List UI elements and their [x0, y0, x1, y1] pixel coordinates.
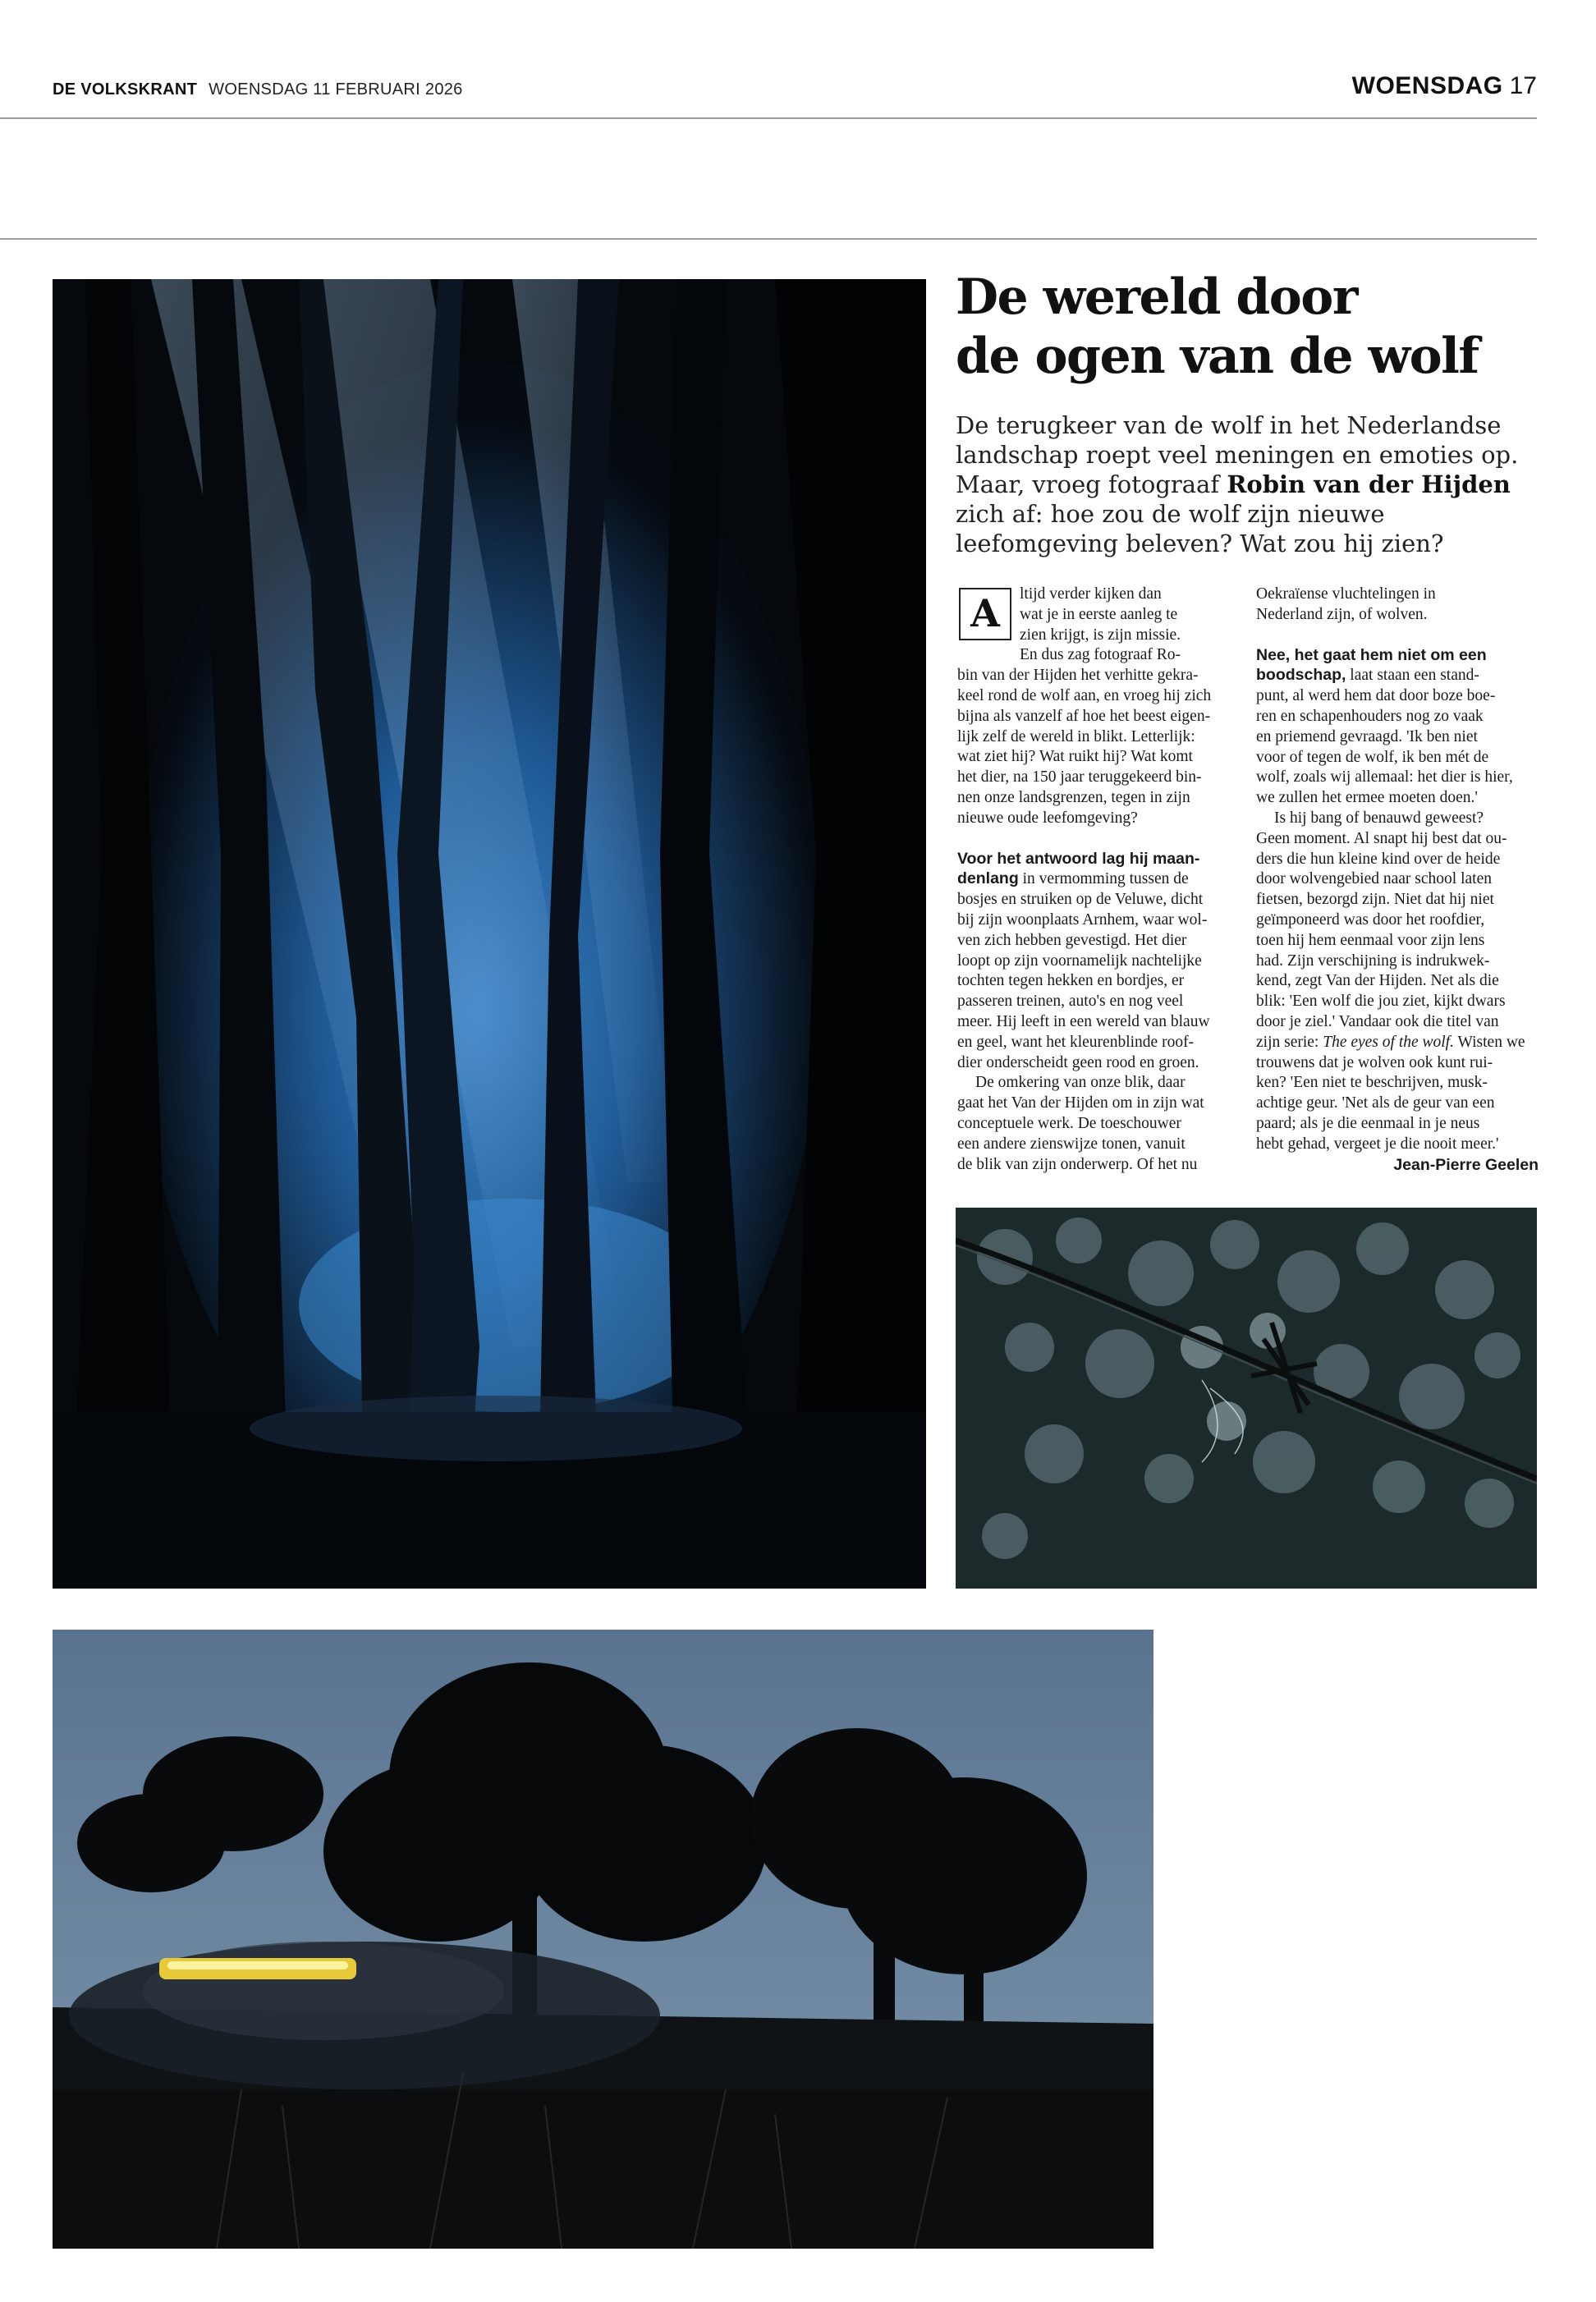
- barbed-wire-photo: [956, 1208, 1537, 1589]
- body-line: blik: 'Een wolf die jou ziet, kijkt dwars: [1256, 993, 1506, 1011]
- body-text: Wisten we: [1453, 1033, 1525, 1051]
- body-line: kend, zegt Van der Hijden. Net als die: [1256, 972, 1499, 990]
- page-number: 17: [1509, 72, 1537, 99]
- dropcap: A: [959, 588, 1011, 640]
- body-line: voor of tegen de wolf, ik ben mét de: [1256, 748, 1489, 766]
- body-line: nen onze landsgrenzen, tegen in zijn: [957, 788, 1190, 806]
- body-line: De omkering van onze blik, daar: [975, 1074, 1186, 1092]
- article-headline: [956, 268, 1547, 386]
- body-line: de blik van zijn onderwerp. Of het nu: [957, 1155, 1198, 1173]
- headline-line: De wereld door: [956, 268, 1357, 326]
- body-column-1: [957, 585, 1240, 1175]
- body-line: punt, al werd hem dat door boze boe-: [1256, 687, 1496, 705]
- body-line: tochten tegen hekken en bordjes, er: [957, 972, 1185, 990]
- body-line: ders die hun kleine kind over de heide: [1256, 850, 1501, 868]
- paragraph-gap: [1256, 626, 1539, 645]
- lead-in: denlang: [957, 869, 1019, 888]
- body-column-2: [1256, 585, 1539, 1175]
- body-line: wat je in eerste aanleg te: [1020, 605, 1178, 623]
- body-line: En dus zag fotograaf Ro-: [1020, 646, 1181, 664]
- forest-photo: [53, 279, 926, 1589]
- body-line: fietsen, bezorgd zijn. Niet dat hij niet: [1256, 891, 1494, 909]
- intro-line: landschap roept veel meningen en emoties op.: [956, 441, 1519, 469]
- body-line: dier onderscheidt geen rood en groen.: [957, 1053, 1199, 1071]
- header-rule: [0, 117, 1537, 119]
- intro-line: leefomgeving beleven? Wat zou hij zien?: [956, 530, 1444, 557]
- body-line: ltijd verder kijken dan: [1020, 585, 1162, 603]
- intro-line: De terugkeer van de wolf in het Nederlandse: [956, 411, 1502, 439]
- body-line: Is hij bang of benauwd geweest?: [1274, 809, 1484, 827]
- lead-in: boodschap,: [1256, 666, 1346, 685]
- body-line: wat ziet hij? Wat ruikt hij? Wat komt: [957, 748, 1193, 766]
- body-line: gaat het Van der Hijden om in zijn wat: [957, 1094, 1204, 1112]
- body-line: bij zijn woonplaats Arnhem, waar wol-: [957, 910, 1208, 929]
- headline-line: de ogen van de wolf: [956, 328, 1479, 385]
- body-line: Nederland zijn, of wolven.: [1256, 605, 1428, 623]
- body-text: in vermomming tussen de: [1018, 870, 1189, 888]
- paragraph-gap: [957, 829, 1240, 849]
- body-line: keel rond de wolf aan, en vroeg hij zich: [957, 686, 1212, 704]
- body-line: door wolvengebied naar school laten: [1256, 870, 1492, 888]
- body-line: zien krijgt, is zijn missie.: [1020, 626, 1181, 644]
- body-line: en priemend gevraagd. 'Ik ben niet: [1256, 727, 1478, 745]
- photographer-name: Robin van der Hijden: [1227, 470, 1511, 498]
- body-line: wolf, zoals wij allemaal: het dier is hier,: [1256, 768, 1513, 786]
- article-intro: [956, 410, 1547, 558]
- body-line: en geel, want het kleurenblinde roof-: [957, 1033, 1195, 1051]
- body-line: had. Zijn verschijning is indrukwek-: [1256, 952, 1490, 970]
- body-line: achtige geur. 'Net als de geur van een: [1256, 1094, 1495, 1112]
- body-line: loopt op zijn voornamelijk nachtelijke: [957, 952, 1202, 970]
- intro-text: Maar, vroeg fotograaf: [956, 470, 1227, 498]
- body-line: trouwens dat je wolven ook kunt rui-: [1256, 1053, 1493, 1071]
- section-rule: [0, 238, 1537, 240]
- body-line: door je ziel.' Vandaar ook die titel van: [1256, 1012, 1499, 1030]
- body-line: bosjes en struiken op de Veluwe, dicht: [957, 891, 1204, 909]
- body-line: hebt gehad, vergeet je die nooit meer.': [1256, 1135, 1499, 1153]
- body-line: bijna als vanzelf af hoe het beest eigen-: [957, 707, 1211, 725]
- body-line: ren en schapenhouders nog zo vaak: [1256, 707, 1484, 725]
- intro-line: [956, 470, 1547, 499]
- body-line: [1256, 665, 1539, 686]
- body-line: een andere zienswijze tonen, vanuit: [957, 1135, 1186, 1153]
- body-line: [1256, 1033, 1539, 1053]
- issue-date: WOENSDAG 11 FEBRUARI 2026: [209, 80, 463, 99]
- body-line: toen hij hem eenmaal voor zijn lens: [1256, 931, 1485, 949]
- body-line: [957, 869, 1240, 890]
- body-line: conceptuele werk. De toeschouwer: [957, 1114, 1181, 1132]
- dusk-trees-car-photo: [53, 1630, 1153, 2249]
- body-line: ken? 'Een niet te beschrijven, musk-: [1256, 1074, 1488, 1092]
- section-name: WOENSDAG: [1351, 72, 1503, 99]
- body-line: bin van der Hijden het verhitte gekra-: [957, 667, 1199, 685]
- body-line: lijk zelf de wereld in blikt. Letterlijk:: [957, 727, 1195, 745]
- body-line: meer. Hij leeft in een wereld van blauw: [957, 1012, 1210, 1030]
- body-line: we zullen het ermee moeten doen.': [1256, 789, 1478, 807]
- section-header: [1352, 72, 1537, 100]
- lead-in: Nee, het gaat hem niet om een: [1256, 645, 1487, 664]
- body-line: het dier, na 150 jaar teruggekeerd bin-: [957, 768, 1202, 786]
- series-title: The eyes of the wolf.: [1323, 1033, 1454, 1051]
- body-text: laat staan een stand-: [1346, 667, 1479, 685]
- body-line: geïmponeerd was door het roofdier,: [1256, 910, 1485, 929]
- intro-line: zich af: hoe zou de wolf zijn nieuwe: [956, 500, 1385, 528]
- body-text: zijn serie:: [1256, 1033, 1323, 1051]
- body-line: passeren treinen, auto's en nog veel: [957, 993, 1184, 1011]
- body-line: Oekraïense vluchtelingen in: [1256, 585, 1436, 603]
- masthead-info: [53, 80, 463, 99]
- body-line: Geen moment. Al snapt hij best dat ou-: [1256, 829, 1507, 847]
- publication-name: DE VOLKSKRANT: [53, 80, 198, 99]
- lead-in: Voor het antwoord lag hij maan-: [957, 849, 1200, 868]
- body-line: nieuwe oude leefomgeving?: [957, 809, 1138, 827]
- body-line: paard; als je die eenmaal in je neus: [1256, 1114, 1480, 1132]
- byline: Jean-Pierre Geelen: [1393, 1155, 1539, 1174]
- body-line: ven zich hebben gevestigd. Het dier: [957, 931, 1187, 949]
